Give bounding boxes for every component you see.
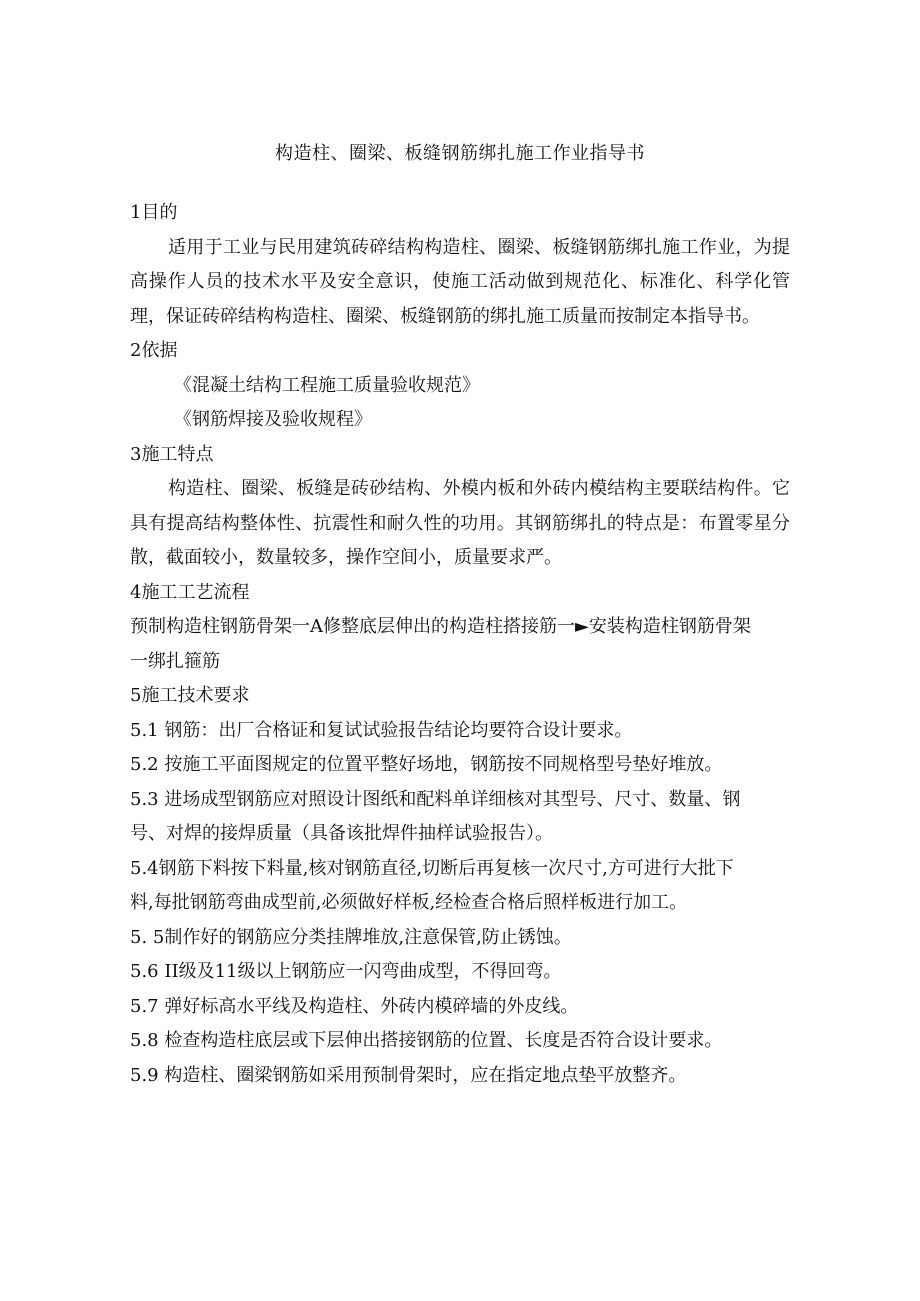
requirement-5-3-line-2: 号、对焊的接焊质量（具备该批焊件抽样试验报告）。 <box>130 823 553 844</box>
requirement-5-6: 5.6 II级及11级以上钢筋应一闪弯曲成型，不得回弯。 <box>130 961 562 982</box>
section-heading-features: 3施工特点 <box>130 443 214 465</box>
section-heading-basis: 2依据 <box>130 340 178 361</box>
requirement-5-1: 5.1 钢筋：出厂合格证和复试试验报告结论均要符合设计要求。 <box>130 719 633 741</box>
requirement-5-9: 5.9 构造柱、圈梁钢筋如采用预制骨架时，应在指定地点垫平放整齐。 <box>130 1064 687 1086</box>
requirement-5-4-line-2: 料,每批钢筋弯曲成型前,必须做好样板,经检查合格后照样板进行加工。 <box>130 892 688 913</box>
features-paragraph: 构造柱、圈梁、板缝是砖砂结构、外模内板和外砖内模结构主要联结构件。它具有提高结构整体性、抗震性和耐久性的功用。其钢筋绑扎的特点是：布置零星分散，截面较小，数量较多，操作空间小，质量要求严。 <box>130 478 790 568</box>
section-heading-purpose: 1目的 <box>130 202 178 223</box>
process-flow-line-2: 一绑扎箍筋 <box>130 650 220 672</box>
requirement-5-5: 5. 5制作好的钢筋应分类挂牌堆放,注意保管,防止锈蚀。 <box>130 926 572 948</box>
requirement-5-2: 5.2 按施工平面图规定的位置平整好场地，钢筋按不同规格型号垫好堆放。 <box>130 754 723 775</box>
requirement-5-4-line-1: 5.4钢筋下料按下料量,核对钢筋直径,切断后再复核一次尺寸,方可进行大批下 <box>130 857 734 879</box>
process-flow-line-1: 预制构造柱钢筋骨架一A修整底层伸出的构造柱搭接筋一►安装构造柱钢筋骨架 <box>130 616 751 637</box>
requirement-5-8: 5.8 检查构造柱底层或下层伸出搭接钢筋的位置、长度是否符合设计要求。 <box>130 1030 723 1051</box>
purpose-paragraph: 适用于工业与民用建筑砖碎结构构造柱、圈梁、板缝钢筋绑扎施工作业，为提高操作人员的技术水平及安全意识，使施工活动做到规范化、标准化、科学化管理，保证砖碎结构构造柱、圈梁、板缝钢筋的绑扎施工质量而按制定本指导书。 <box>130 236 790 327</box>
reference-welding-code: 《钢筋焊接及验收规程》 <box>174 409 372 430</box>
document-title: 构造柱、圈梁、板缝钢筋绑扎施工作业指导书 <box>275 143 645 164</box>
requirement-5-7: 5.7 弹好标高水平线及构造柱、外砖内模碎墙的外皮线。 <box>130 995 579 1017</box>
requirement-5-3-line-1: 5.3 进场成型钢筋应对照设计图纸和配料单详细核对其型号、尺寸、数量、钢 <box>130 788 741 810</box>
section-heading-process-flow: 4施工工艺流程 <box>130 581 250 603</box>
section-heading-technical-requirements: 5施工技术要求 <box>130 685 250 706</box>
reference-concrete-code: 《混凝土结构工程施工质量验收规范》 <box>174 374 480 396</box>
document-body <box>130 196 790 1093</box>
